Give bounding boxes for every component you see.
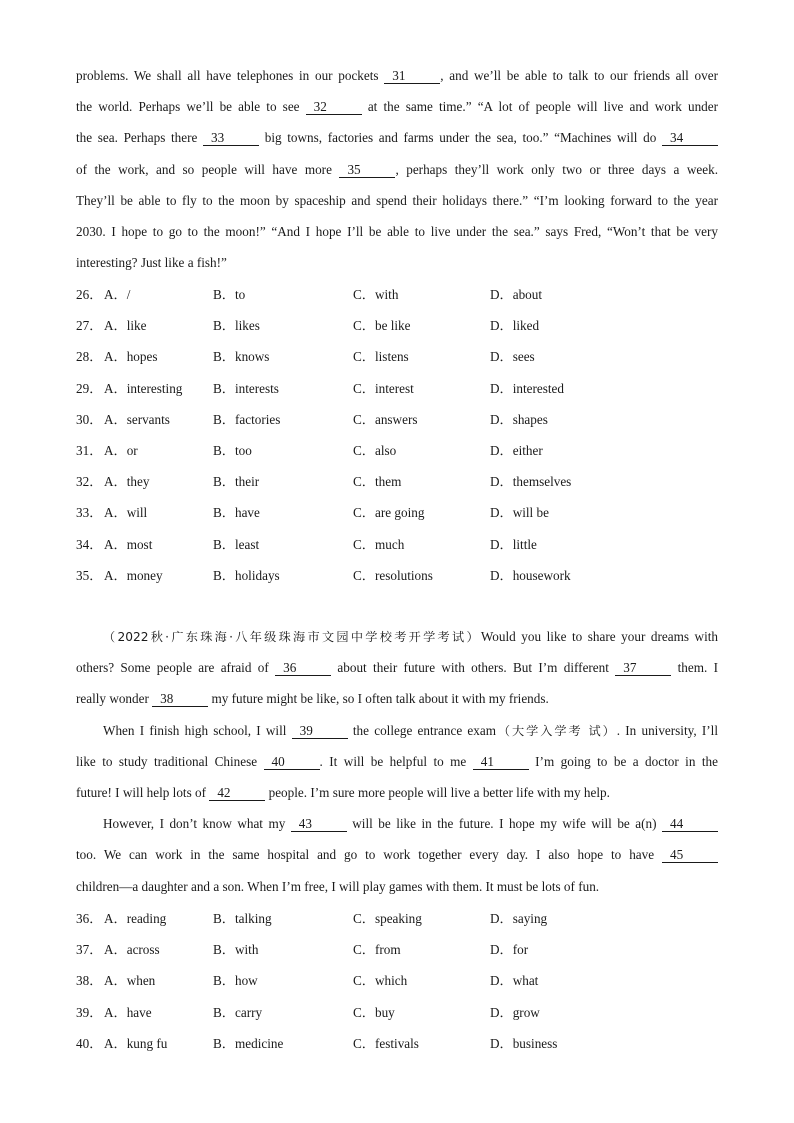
passage-text: Would you like to share your dreams with [480, 629, 718, 644]
option-a[interactable]: A．like [104, 318, 147, 334]
answer-blank: 44 [662, 816, 718, 832]
passage-text: , and we’ll be able to talk to our friends all over [440, 68, 718, 83]
passage-line [76, 247, 718, 278]
option-d[interactable]: D．either [490, 442, 543, 458]
option-b[interactable]: B．to [213, 287, 246, 302]
passage-text: really wonder [76, 691, 153, 707]
passage-text: . In university, I’ll [616, 722, 719, 738]
passage-line [76, 60, 718, 91]
option-c[interactable]: C．resolutions [353, 567, 433, 583]
passage-text: of the work, and so people will have more [76, 161, 340, 177]
passage-line [76, 91, 718, 122]
question-number: 33． [76, 505, 103, 521]
passage-text: at the same time.” “A lot of people will live and work under [361, 99, 718, 115]
option-a[interactable]: A．money [104, 567, 163, 583]
option-c[interactable]: C．with [353, 287, 399, 302]
option-d[interactable]: D．little [490, 536, 537, 552]
option-c[interactable]: C．speaking [353, 911, 422, 926]
passage-line [76, 621, 718, 652]
question-row [76, 934, 736, 965]
question-row [76, 466, 736, 497]
passage-line [76, 652, 718, 683]
passage-line [76, 715, 718, 746]
question-number: 29． [76, 380, 103, 396]
passage-text: children—a daughter and a son. When I’m free, I will play games with them. It must be lots of fun. [76, 878, 600, 894]
question-number: 31． [76, 442, 103, 458]
question-row [76, 903, 736, 934]
passage-text: will be like in the future. I hope my wife will be a(n) [346, 816, 662, 832]
question-row [76, 279, 736, 310]
option-a[interactable]: A．will [104, 505, 148, 521]
passage-1 [76, 60, 718, 278]
passage-line [76, 808, 718, 839]
question-number: 30． [76, 411, 103, 427]
option-d[interactable]: D．themselves [490, 474, 572, 490]
option-a[interactable]: A．hopes [104, 349, 158, 365]
option-a[interactable]: A．they [104, 474, 150, 490]
option-c[interactable]: C．be like [353, 318, 411, 334]
passage-text: the world. Perhaps we’ll be able to see [76, 99, 306, 115]
question-number: 34． [76, 536, 103, 552]
option-c[interactable]: C．listens [353, 349, 409, 365]
option-b[interactable]: B．talking [213, 911, 272, 926]
option-d[interactable]: D．sees [490, 349, 535, 365]
passage-text: , perhaps they’ll work only two or three days a week. [395, 161, 718, 177]
answer-blank: 34 [662, 130, 718, 146]
option-c[interactable]: C．answers [353, 411, 418, 427]
option-a[interactable]: A．or [104, 442, 138, 458]
passage-2 [76, 621, 718, 902]
option-a[interactable]: A．interesting [104, 380, 183, 396]
question-options-26-35 [76, 279, 736, 591]
question-number: 39． [76, 1004, 103, 1020]
answer-blank: 42 [209, 785, 265, 801]
passage-text: However, I don’t know what my [103, 816, 291, 832]
option-c[interactable]: C．much [353, 536, 405, 552]
passage-line [76, 839, 718, 870]
option-b[interactable]: B．too [213, 442, 252, 458]
option-b[interactable]: B．have [213, 505, 260, 521]
option-b[interactable]: B．likes [213, 318, 260, 334]
answer-blank: 37 [615, 660, 671, 676]
question-row [76, 435, 736, 466]
option-c[interactable]: C．from [353, 942, 401, 958]
option-d[interactable]: D．shapes [490, 411, 548, 427]
answer-blank: 36 [275, 660, 331, 676]
question-row [76, 341, 736, 372]
passage-text: the sea. Perhaps there [76, 130, 204, 146]
answer-blank: 38 [152, 691, 208, 707]
option-a[interactable]: A．most [104, 536, 153, 552]
passage-line [76, 683, 718, 714]
option-b[interactable]: B．interests [213, 380, 279, 396]
passage-text: my future might be like, so I often talk about it with my friends. [208, 691, 549, 707]
question-number: 32． [76, 474, 103, 490]
passage-line [76, 216, 718, 247]
option-c[interactable]: C．which [353, 973, 408, 989]
option-c[interactable]: C．also [353, 442, 397, 458]
option-a[interactable]: A．servants [104, 411, 170, 427]
passage-line [76, 122, 718, 153]
answer-blank: 43 [291, 816, 347, 832]
passage-text: They’ll be able to fly to the moon by spaceship and spend their holidays there.” “I’m looking forward to the year [76, 192, 718, 208]
option-c[interactable]: C．buy [353, 1004, 395, 1020]
option-b[interactable]: B．medicine [213, 1035, 284, 1051]
answer-blank: 41 [473, 754, 529, 770]
passage-line [76, 154, 718, 185]
option-b[interactable]: B．least [213, 536, 260, 552]
option-d[interactable]: D．interested [490, 380, 564, 396]
question-number: 36． [76, 911, 103, 926]
answer-blank: 39 [292, 723, 348, 739]
answer-blank: 32 [306, 99, 362, 115]
passage-text: When I finish high school, I will [103, 722, 292, 738]
question-number: 38． [76, 973, 103, 989]
question-number: 35． [76, 567, 103, 583]
option-b[interactable]: B．with [213, 942, 259, 958]
passage-line [76, 746, 718, 777]
option-c[interactable]: C．interest [353, 380, 414, 396]
question-row [76, 1028, 736, 1059]
passage-text: interesting? Just like a fish!” [76, 255, 227, 271]
passage-line [76, 185, 718, 216]
question-options-36-40 [76, 903, 736, 1059]
option-d[interactable]: D．about [490, 287, 543, 302]
answer-blank: 33 [203, 130, 259, 146]
question-row [76, 404, 736, 435]
option-c[interactable]: C．festivals [353, 1035, 419, 1051]
passage-text: too. We can work in the same hospital and go to work together every day. I also hope to have [76, 847, 662, 863]
passage-text: I’m going to be a doctor in the [528, 753, 718, 769]
option-b[interactable]: B．holidays [213, 567, 280, 583]
answer-blank: 40 [264, 754, 320, 770]
option-a[interactable]: A．reading [104, 911, 167, 926]
question-number: 26． [76, 287, 103, 302]
question-row [76, 497, 736, 528]
passage-text: about their future with others. But I’m different [331, 660, 616, 676]
passage-text: problems. We shall all have telephones in our pockets [76, 68, 385, 83]
passage-line [76, 871, 718, 902]
question-number: 37． [76, 942, 103, 958]
question-row [76, 560, 736, 591]
passage-text: like to study traditional Chinese [76, 753, 264, 769]
option-d[interactable]: D．housework [490, 567, 571, 583]
option-d[interactable]: D．for [490, 942, 529, 958]
passage-text: them. I [671, 660, 718, 676]
question-row [76, 529, 736, 560]
option-b[interactable]: B．knows [213, 349, 270, 365]
passage-text: big towns, factories and farms under the sea, too.” “Machines will do [259, 130, 662, 146]
option-d[interactable]: D．liked [490, 318, 540, 334]
option-d[interactable]: D．what [490, 973, 539, 989]
option-b[interactable]: B．how [213, 973, 258, 989]
option-d[interactable]: D．will be [490, 505, 549, 521]
passage-text: others? Some people are afraid of [76, 660, 276, 676]
answer-blank: 31 [384, 68, 440, 84]
answer-blank: 35 [339, 162, 395, 178]
question-row [76, 965, 736, 996]
passage-line [76, 777, 718, 808]
question-number: 27． [76, 318, 103, 334]
question-number: 28． [76, 349, 103, 365]
passage-text: . It will be helpful to me [319, 753, 473, 769]
option-a[interactable]: A．/ [104, 287, 131, 302]
option-a[interactable]: A．kung fu [104, 1035, 168, 1051]
passage-text: 2030. I hope to go to the moon!” “And I hope I’ll be able to live under the sea.” says Fred, “Won’t that be very [76, 223, 718, 239]
question-row [76, 373, 736, 404]
option-d[interactable]: D．grow [490, 1004, 540, 1020]
question-row [76, 997, 736, 1028]
option-c[interactable]: C．them [353, 474, 402, 490]
option-d[interactable]: D．saying [490, 911, 548, 926]
option-b[interactable]: B．factories [213, 411, 281, 427]
option-b[interactable]: B．carry [213, 1004, 263, 1020]
option-a[interactable]: A．across [104, 942, 160, 958]
option-d[interactable]: D．business [490, 1035, 558, 1051]
option-b[interactable]: B．their [213, 474, 260, 490]
passage-text: people. I’m sure more people will live a better life with my help. [265, 784, 610, 800]
option-a[interactable]: A．have [104, 1004, 152, 1020]
question-row [76, 310, 736, 341]
question-number: 40． [76, 1035, 103, 1051]
source-note: （2022秋·广东珠海·八年级珠海市文园中学校考开学考试） [103, 630, 481, 644]
passage-text: future! I will help lots of [76, 784, 210, 800]
source-note: （大学入学考 试） [495, 723, 617, 738]
answer-blank: 45 [662, 847, 718, 863]
passage-text: the college entrance exam [347, 722, 496, 738]
option-a[interactable]: A．when [104, 973, 156, 989]
option-c[interactable]: C．are going [353, 505, 425, 521]
